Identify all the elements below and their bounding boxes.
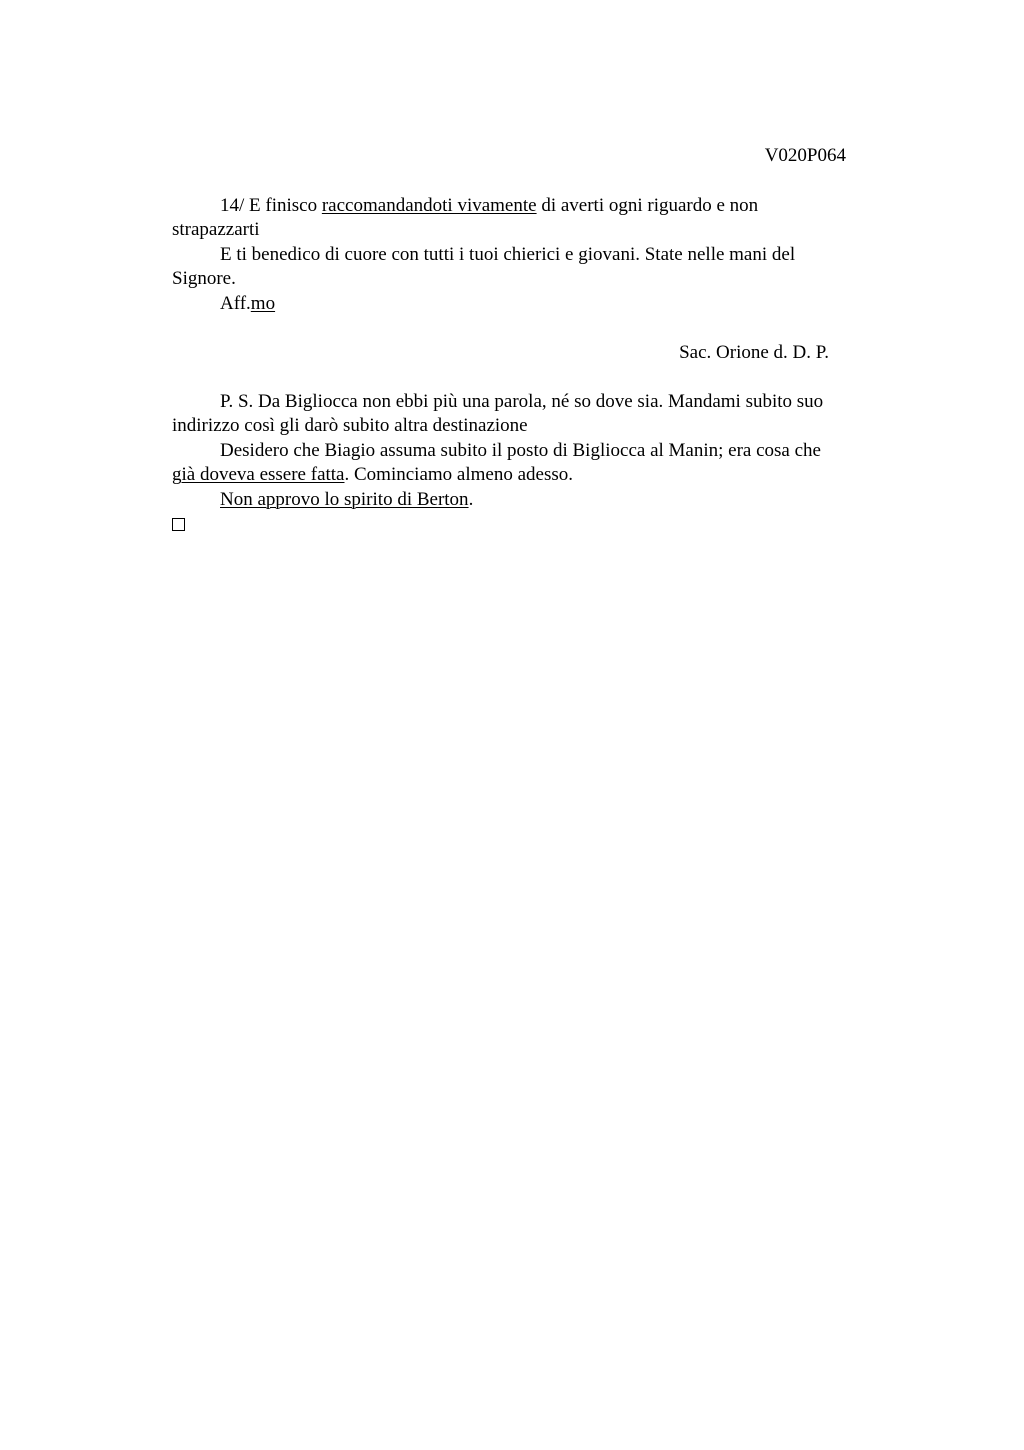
blank-line — [172, 365, 846, 390]
underlined-text: Non approvo lo spirito di Berton — [220, 488, 469, 510]
signature: Sac. Orione d. D. P. — [679, 341, 829, 363]
end-marker — [172, 512, 846, 539]
letter-page — [172, 144, 846, 539]
text-segment: Aff. — [220, 292, 251, 314]
text-segment: . Cominciamo almeno adesso. — [344, 464, 573, 485]
underlined-text: già doveva essere fatta — [172, 464, 345, 485]
text-segment: . — [468, 488, 474, 510]
text-segment: Desidero che Biagio assuma subito il posto di Bigliocca al Manin; era cosa che — [220, 439, 821, 461]
postscript-paragraph-2 — [172, 439, 846, 488]
underlined-text: mo — [250, 292, 276, 314]
blank-line — [172, 316, 846, 341]
paragraph-blessing: E ti benedico di cuore con tutti i tuoi chierici e giovani. State nelle mani del Signore. — [172, 243, 796, 289]
square-icon — [172, 518, 185, 531]
paragraph-closing-recommendation — [172, 194, 846, 243]
underlined-text: raccomandandoti vivamente — [321, 194, 537, 216]
postscript-paragraph-3 — [172, 488, 846, 513]
paragraph-closing-salutation — [172, 292, 846, 317]
text-segment: di averti ogni riguardo e non strapazzarti — [172, 194, 759, 240]
text-segment: 14/ E finisco — [220, 194, 322, 216]
postscript-paragraph-1: P. S. Da Bigliocca non ebbi più una parola, né so dove sia. Mandami subito suo indirizzo così gli darò subito altra destinazione — [172, 390, 824, 436]
page-reference: V020P064 — [764, 145, 846, 166]
